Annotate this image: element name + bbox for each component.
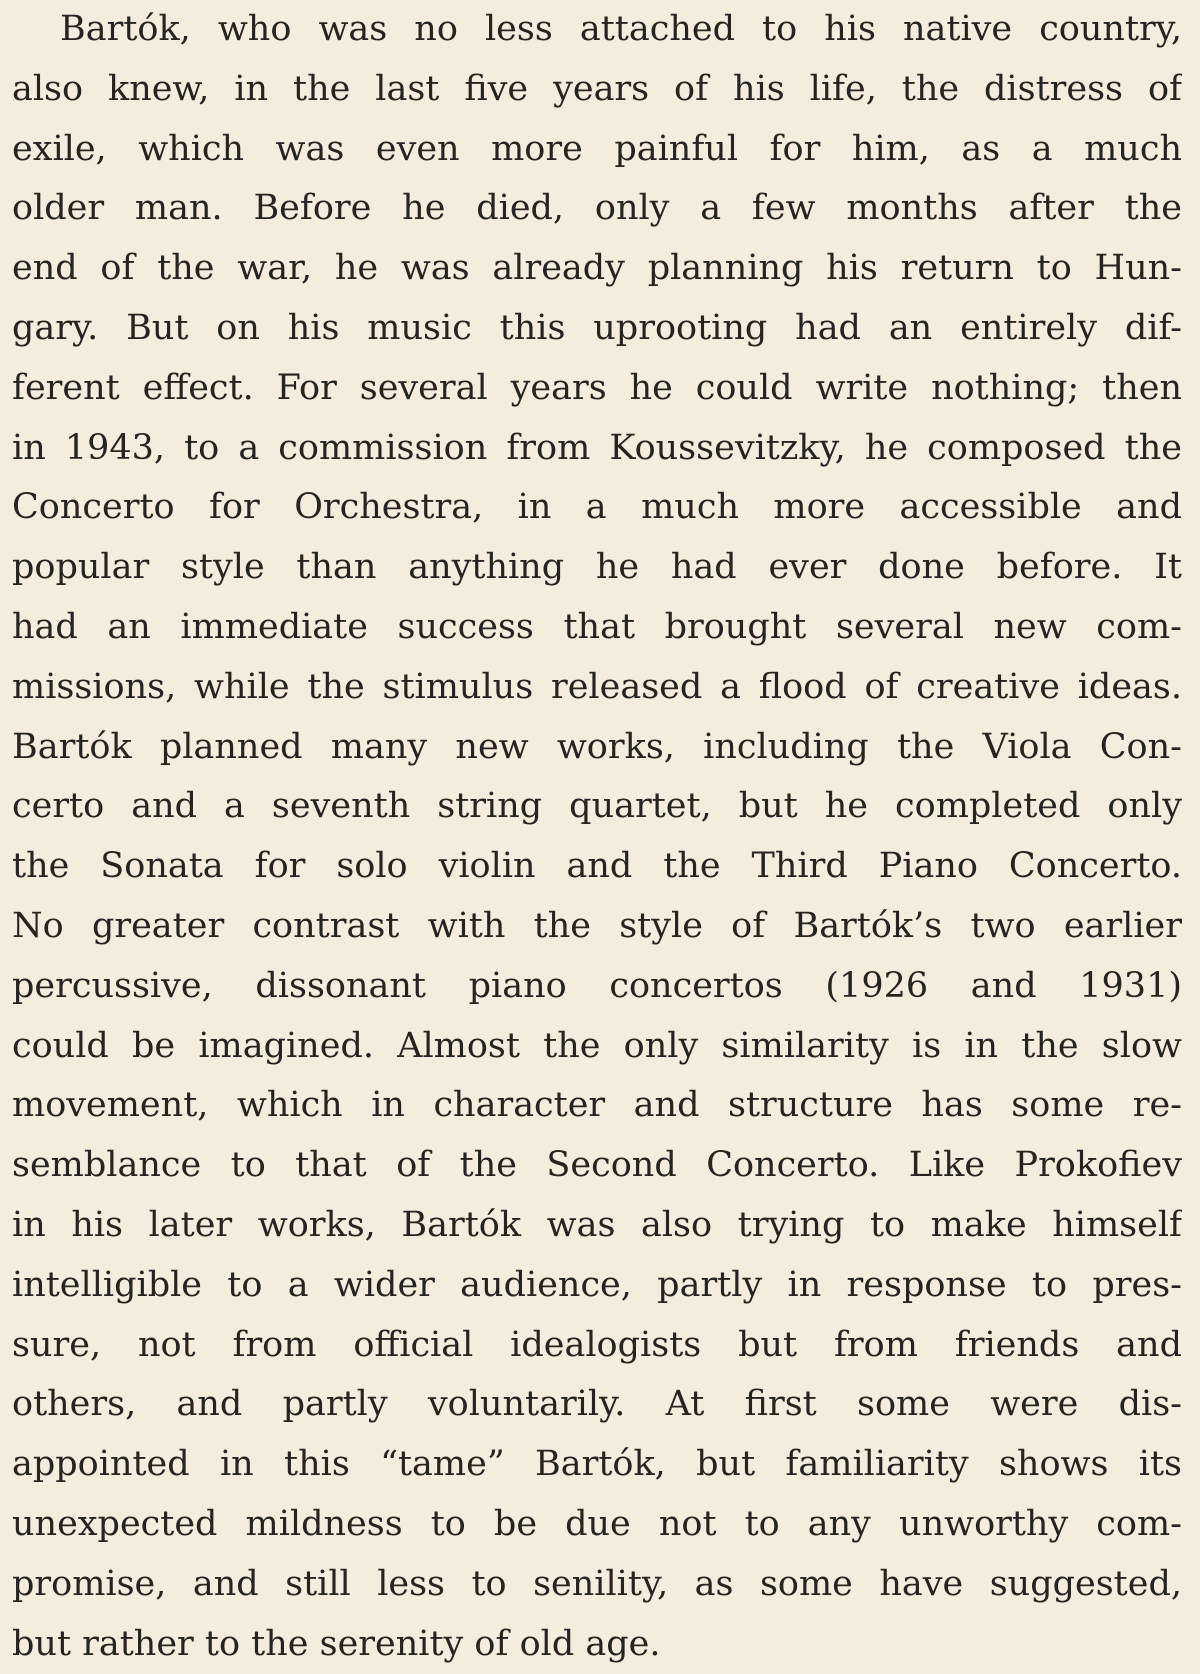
text-line: others, and partly voluntarily. At first some were dis- <box>12 1384 1182 1425</box>
text-line: intelligible to a wider audience, partly in response to pres- <box>12 1264 1182 1305</box>
text-line: end of the war, he was already planning his return to Hun- <box>12 248 1182 289</box>
text-line: sure, not from official idealogists but from friends and <box>12 1324 1182 1365</box>
text-line: older man. Before he died, only a few months after the <box>12 188 1182 229</box>
text-line: Bartók planned many new works, including the Viola Con- <box>12 726 1182 767</box>
text-line: missions, while the stimulus released a flood of creative ideas. <box>12 666 1182 707</box>
text-line: also knew, in the last five years of his life, the distress of <box>12 68 1182 109</box>
text-line: percussive, dissonant piano concertos (1926 and 1931) <box>12 965 1182 1006</box>
text-line: ferent effect. For several years he could write nothing; then <box>12 367 1182 408</box>
text-line: had an immediate success that brought several new com- <box>12 606 1182 647</box>
text-line: semblance to that of the Second Concerto. Like Prokofiev <box>12 1145 1182 1186</box>
text-line: but rather to the serenity of old age. <box>12 1623 661 1664</box>
text-line: could be imagined. Almost the only similarity is in the slow <box>12 1025 1182 1066</box>
text-line: certo and a seventh string quartet, but he completed only <box>12 786 1182 827</box>
text-line: promise, and still less to senility, as some have suggested, <box>12 1563 1182 1604</box>
text-line: popular style than anything he had ever done before. It <box>12 547 1182 588</box>
text-line: exile, which was even more painful for him, as a much <box>12 128 1182 169</box>
text-line: gary. But on his music this uprooting had an entirely dif- <box>12 307 1182 348</box>
text-line: the Sonata for solo violin and the Third Piano Concerto. <box>12 846 1182 887</box>
text-line: No greater contrast with the style of Bartók’s two earlier <box>12 905 1182 946</box>
text-line: movement, which in character and structure has some re- <box>12 1085 1182 1126</box>
body-paragraph <box>12 0 1182 1674</box>
text-line: appointed in this “tame” Bartók, but familiarity shows its <box>12 1444 1182 1485</box>
text-line: unexpected mildness to be due not to any unworthy com- <box>12 1503 1182 1544</box>
text-line: Concerto for Orchestra, in a much more accessible and <box>12 487 1182 528</box>
text-line: in his later works, Bartók was also trying to make himself <box>12 1204 1182 1245</box>
text-line: in 1943, to a commission from Koussevitzky, he composed the <box>12 427 1182 468</box>
text-line: Bartók, who was no less attached to his native country, <box>60 9 1182 49</box>
